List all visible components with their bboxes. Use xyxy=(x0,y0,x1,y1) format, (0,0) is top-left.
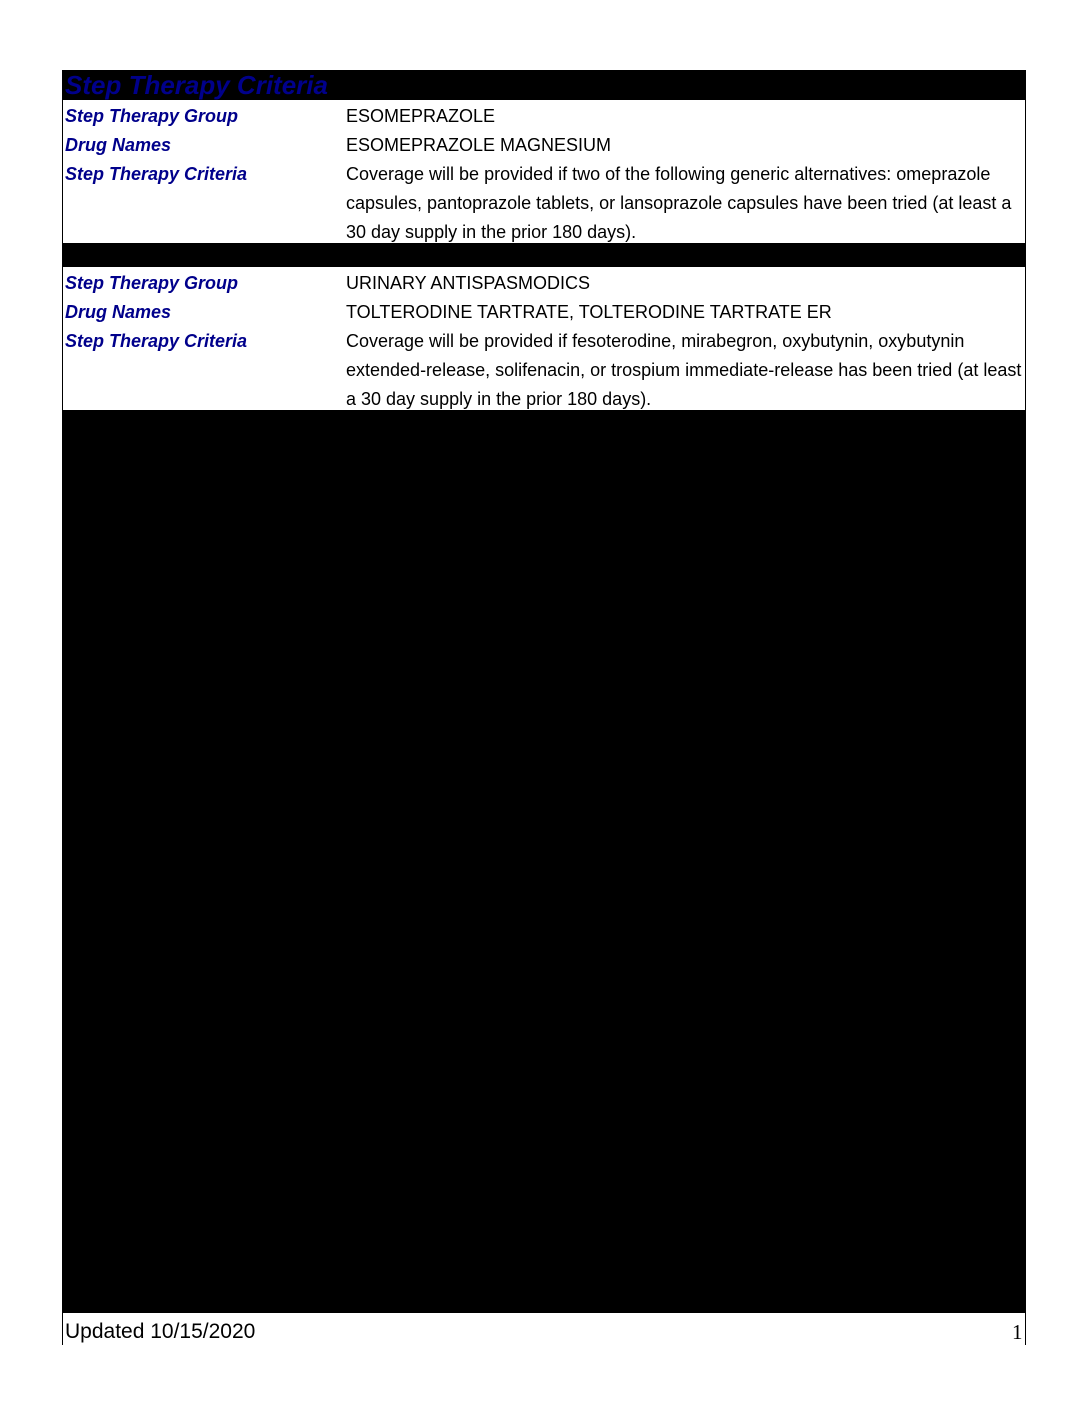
row-drug-names xyxy=(62,131,1026,160)
field-label: Step Therapy Criteria xyxy=(65,331,248,351)
row-step-therapy-group xyxy=(62,102,1026,131)
row-step-therapy-group xyxy=(62,269,1026,298)
title-bar xyxy=(62,70,1026,100)
field-value: ESOMEPRAZOLE MAGNESIUM xyxy=(346,135,612,155)
field-value: URINARY ANTISPASMODICS xyxy=(346,273,591,293)
row-step-therapy-criteria xyxy=(62,327,1026,414)
updated-date: Updated 10/15/2020 xyxy=(65,1320,256,1343)
criteria-section-urinary-antispasmodics xyxy=(62,269,1026,414)
criteria-section-esomeprazole xyxy=(62,102,1026,247)
field-label: Step Therapy Group xyxy=(65,273,239,293)
field-label: Drug Names xyxy=(65,302,172,322)
page-number: 1 xyxy=(1012,1320,1023,1344)
field-value: Coverage will be provided if fesoterodine, mirabegron, oxybutynin, oxybutynin extended-release, solifenacin, or trospium immediate-release has been tried (at least a 30 day supply in the prior 180 days). xyxy=(346,331,1022,409)
field-value: ESOMEPRAZOLE xyxy=(346,106,496,126)
page-title: Step Therapy Criteria xyxy=(65,70,328,100)
row-step-therapy-criteria xyxy=(62,160,1026,247)
section-separator xyxy=(62,243,1026,267)
field-label: Drug Names xyxy=(65,135,172,155)
field-label: Step Therapy Group xyxy=(65,106,239,126)
empty-redacted-area xyxy=(62,410,1026,1313)
field-value: Coverage will be provided if two of the following generic alternatives: omeprazole capsules, pantoprazole tablets, or lansoprazole capsules have been tried (at least a 30 day supply in the prior 180 days). xyxy=(346,164,1012,242)
field-value: TOLTERODINE TARTRATE, TOLTERODINE TARTRATE ER xyxy=(346,302,832,322)
field-label: Step Therapy Criteria xyxy=(65,164,248,184)
row-drug-names xyxy=(62,298,1026,327)
